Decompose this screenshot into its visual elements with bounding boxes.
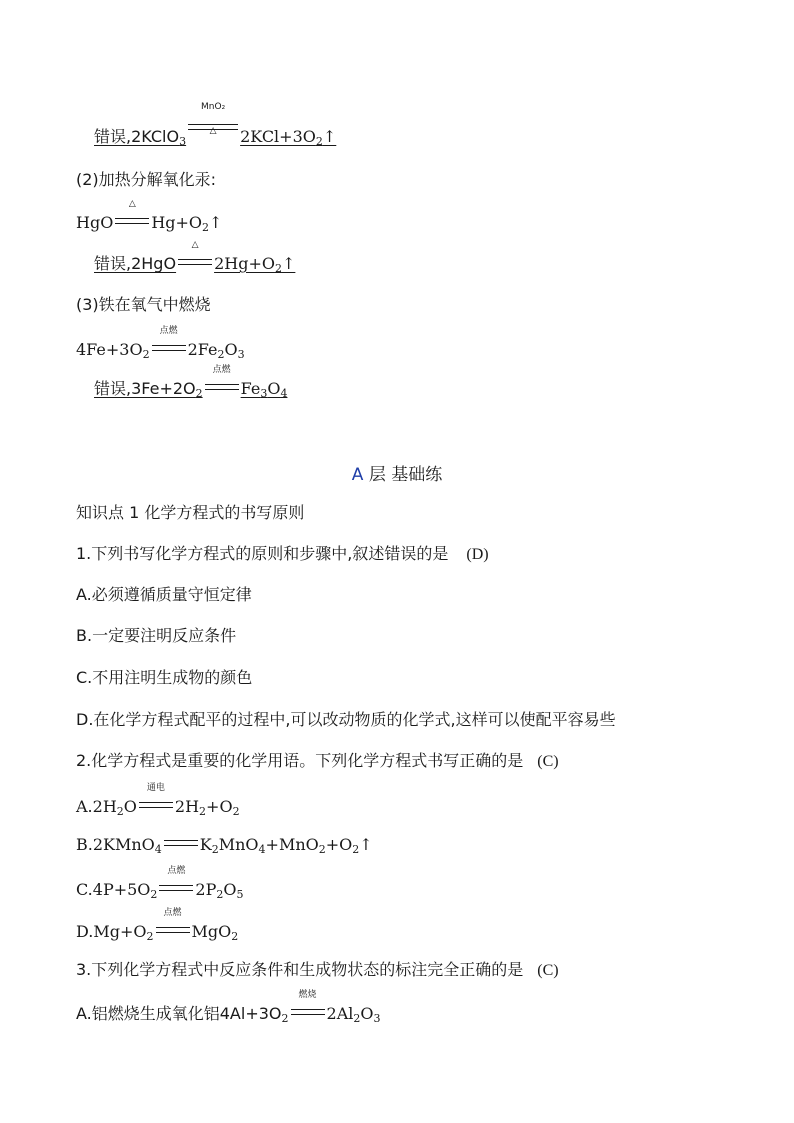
- product-text: Fe: [240, 379, 261, 398]
- option-text: C.4P+5O: [76, 880, 151, 899]
- heat-symbol: △: [191, 240, 199, 250]
- subscript: 2: [146, 930, 154, 943]
- correction-fe: [76, 365, 309, 400]
- option-text: C.不用注明生成物的颜色: [76, 668, 253, 687]
- subscript: 2: [231, 930, 239, 943]
- question-3-stem: [76, 959, 559, 981]
- subscript: 2: [352, 843, 360, 856]
- question-2-option-b: [76, 834, 373, 856]
- electrolysis-label: 通电: [146, 783, 165, 793]
- subscript: 2: [199, 805, 207, 818]
- catalyst-label: MnO₂: [201, 102, 226, 112]
- subscript: 3: [237, 348, 245, 361]
- reactant-text: 4Fe+3O: [76, 340, 143, 359]
- burn-label: 燃烧: [298, 990, 317, 1000]
- option-text: A.2H: [76, 797, 117, 816]
- gas-arrow: ↑: [322, 127, 337, 146]
- question-2-option-d: [76, 908, 239, 943]
- heading-text: (2)加热分解氧化汞:: [76, 170, 217, 189]
- product-text: 2KCl+3O: [240, 127, 316, 146]
- subscript: 2: [274, 262, 282, 275]
- item-heading-hgo: [76, 169, 216, 191]
- subscript: 2: [232, 805, 240, 818]
- reaction-condition: [154, 908, 192, 943]
- product-text: 2Hg+O: [214, 254, 275, 273]
- subscript: 2: [216, 888, 224, 901]
- correction-text: 错误,2KClO: [94, 127, 180, 146]
- subscript: 2: [353, 1012, 361, 1025]
- option-text: MnO: [218, 835, 259, 854]
- ignite-label: 点燃: [163, 908, 182, 918]
- reaction-condition: [113, 199, 151, 234]
- question-2-stem: [76, 750, 559, 772]
- subscript: 3: [373, 1012, 381, 1025]
- subscript: 2: [142, 348, 150, 361]
- subscript: 2: [195, 387, 203, 400]
- product-text: O: [267, 379, 281, 398]
- option-text: O: [123, 797, 137, 816]
- item-heading-fe: [76, 294, 211, 316]
- question-2-option-a: [76, 783, 240, 818]
- subscript: 2: [217, 348, 225, 361]
- reaction-condition: [150, 326, 188, 361]
- product-text: 2Fe: [187, 340, 218, 359]
- option-text: D.在化学方程式配平的过程中,可以改动物质的化学式,这样可以使配平容易些: [76, 710, 616, 729]
- reaction-condition: [289, 990, 327, 1025]
- heat-symbol: △: [209, 126, 217, 136]
- knowledge-text: 知识点 1 化学方程式的书写原则: [76, 503, 305, 522]
- correction-text: 错误,2HgO: [94, 254, 177, 273]
- answer: (D): [466, 546, 489, 563]
- level-letter: A: [351, 465, 364, 485]
- option-text: O: [223, 880, 237, 899]
- ignite-label: 点燃: [212, 365, 231, 375]
- product-text: O: [224, 340, 238, 359]
- answer: (C): [537, 962, 559, 979]
- product-text: Hg+O: [151, 213, 203, 232]
- subscript: 2: [281, 1012, 289, 1025]
- answer: (C): [537, 753, 559, 770]
- subscript: 2: [202, 221, 210, 234]
- option-text: +O: [325, 835, 353, 854]
- option-text: A.铝燃烧生成氧化铝4Al+3O: [76, 1004, 282, 1023]
- gas-arrow: ↑: [209, 213, 223, 232]
- option-text: K: [199, 835, 212, 854]
- heading-text: (3)铁在氧气中燃烧: [76, 295, 211, 314]
- question-3-option-a: [76, 990, 381, 1025]
- subscript: 5: [236, 888, 244, 901]
- option-text: A.必须遵循质量守恒定律: [76, 585, 252, 604]
- equation-hgo: [76, 199, 223, 234]
- subscript: 4: [154, 843, 162, 856]
- section-title: [0, 460, 794, 485]
- correction-hgo: [76, 240, 317, 275]
- option-text: D.Mg+O: [76, 922, 147, 941]
- subscript: 3: [179, 135, 187, 148]
- question-1-option-a: [76, 584, 252, 606]
- option-text: 2P: [195, 880, 217, 899]
- reaction-condition: [186, 102, 240, 148]
- option-text: 2Al: [326, 1004, 354, 1023]
- question-1-stem: [76, 543, 489, 565]
- question-text: 1.下列书写化学方程式的原则和步骤中,叙述错误的是: [76, 544, 449, 563]
- subscript: 2: [211, 843, 219, 856]
- option-text: B.2KMnO: [76, 835, 155, 854]
- subscript: 2: [318, 843, 326, 856]
- gas-arrow: ↑: [359, 835, 373, 854]
- subscript: 2: [150, 888, 158, 901]
- option-text: 2H: [174, 797, 200, 816]
- level-name: 层 基础练: [368, 465, 443, 485]
- question-1-option-c: [76, 667, 252, 689]
- subscript: 4: [280, 387, 288, 400]
- ignite-label: 点燃: [167, 866, 186, 876]
- reaction-condition: [176, 240, 214, 275]
- option-text: O: [360, 1004, 374, 1023]
- reaction-condition: [203, 365, 241, 400]
- equation-fe: [76, 326, 245, 361]
- reaction-condition: [162, 834, 200, 856]
- correction-text: 错误,3Fe+2O: [94, 379, 196, 398]
- question-1-option-d: [76, 709, 616, 731]
- knowledge-point: [76, 502, 304, 524]
- reaction-condition: [157, 866, 195, 901]
- subscript: 2: [315, 135, 323, 148]
- question-1-option-b: [76, 625, 236, 647]
- question-text: 3.下列化学方程式中反应条件和生成物状态的标注完全正确的是: [76, 960, 524, 979]
- reaction-condition: [137, 783, 175, 818]
- correction-kclo3: [76, 102, 358, 148]
- question-2-option-c: [76, 866, 244, 901]
- question-text: 2.化学方程式是重要的化学用语。下列化学方程式书写正确的是: [76, 751, 524, 770]
- heat-symbol: △: [128, 199, 136, 209]
- option-text: B.一定要注明反应条件: [76, 626, 237, 645]
- option-text: +O: [206, 797, 233, 816]
- gas-arrow: ↑: [281, 254, 296, 273]
- option-text: +MnO: [265, 835, 319, 854]
- reactant-text: HgO: [76, 213, 114, 232]
- subscript: 3: [260, 387, 268, 400]
- ignite-label: 点燃: [159, 326, 178, 336]
- subscript: 2: [116, 805, 124, 818]
- subscript: 4: [258, 843, 266, 856]
- option-text: MgO: [191, 922, 232, 941]
